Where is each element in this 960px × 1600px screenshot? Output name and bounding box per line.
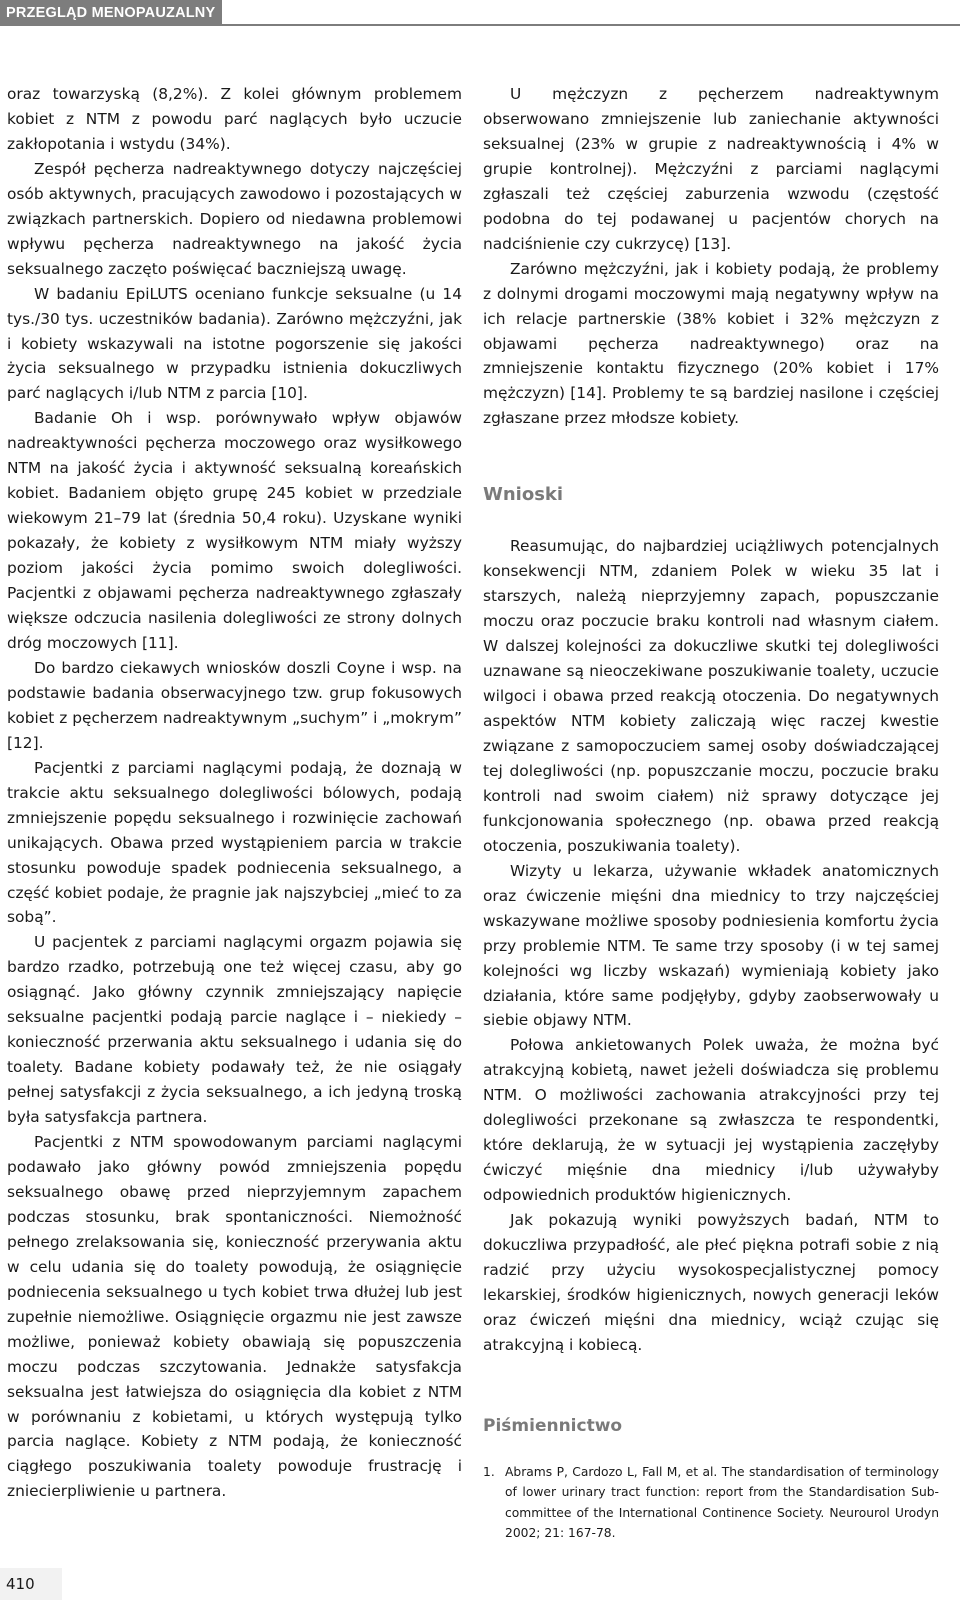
body-paragraph: Do bardzo ciekawych wniosków doszli Coyne i wsp. na podstawie badania obserwacyjnego tzw. grup fokusowych kobiet z pęcherzem nadreaktywnym „suchym” i „mokrym” [12]. [7,658,462,752]
body-paragraph: U mężczyzn z pęcherzem nadreaktywnym obserwowano zmniejszenie lub zaniechanie aktywności seksualnej (23% w grupie z nadreaktywnością i 4% w grupie kontrolnej). Mężczyźni z parciami naglącymi zgłaszali też częściej zaburzenia wzwodu (częstość podobna do tej podawanej u pacjentów chorych na nadciśnienie czy cukrzycę) [13]. [483,85,939,253]
reference-list [483,1462,939,1544]
header-rule [222,24,960,26]
body-paragraph: Pacjentki z parciami naglącymi podają, że doznają w trakcie aktu seksualnego dolegliwości bólowych, podają zmniejszenie popędu seksualnego i rozwinięcie zachowań unikających. Obawa przed wystąpieniem parcia w trakcie stosunku powoduje spadek podniecenia seksualnego, a część kobiet podaje, że pragnie jak najszybciej „mieć to za sobą”. [7,758,462,927]
body-paragraph: Badanie Oh i wsp. porównywało wpływ objawów nadreaktywności pęcherza moczowego oraz wysiłkowego NTM na jakość życia i aktywność seksualną koreańskich kobiet. Badaniem objęto grupę 245 kobiet w przedziale wiekowym 21–79 lat (średnia 50,4 roku). Uzyskane wyniki pokazały, że kobiety z wysiłkowym NTM miały wyższy poziom jakości życia pomimo swoich dolegliwości. Pacjentki z objawami pęcherza nadreaktywnego zgłaszały większe odczucia nasilenia dolegliwości ze strony dolnych dróg moczowych [11]. [7,409,462,652]
body-paragraph: U pacjentek z parciami naglącymi orgazm pojawia się bardzo rzadko, potrzebują one też więcej czasu, aby go osiągnąć. Jako główny czynnik zmniejszający napięcie seksualne pacjentki podają parcie naglące i – niekiedy – konieczność przerwania aktu seksualnego i udania się do toalety. Badane kobiety podawały też, że nie osiągały pełnej satysfakcji z życia seksualnego, a ich jedyną troską była satysfakcja partnera. [7,933,462,1127]
references-heading: Piśmiennictwo [483,1415,623,1436]
body-paragraph: Pacjentki z NTM spowodowanym parciami naglącymi podawało jako główny powód zmniejszenia popędu seksualnego obawę przed nieprzyjemnym zapachem podczas stosunku, brak spontaniczności. Niemożność pełnego zrelaksowania się, konieczność przerywania aktu w celu udania się do toalety powodują, że osiągnięcie podniecenia seksualnego u tych kobiet trwa dłużej lub jest zupełnie niemożliwe. Osiągnięcie orgazmu nie jest zawsze możliwe, ponieważ kobiety obawiają się popuszczenia moczu podczas szczytowania. Jednakże satysfakcja seksualna jest łatwiejsza do osiągnięcia dla kobiet z NTM w porównaniu z kobietami, u których występują tylko parcia naglące. Kobiety z NTM podają, że konieczność ciągłego poszukiwania toalety powoduje frustrację i zniecierpliwienie u partnera. [7,1133,462,1501]
reference-number: 1. [483,1464,495,1479]
right-column [483,82,939,1544]
conclusions-paragraph: Reasumując, do najbardziej uciążliwych potencjalnych konsekwencji NTM, zdaniem Polek w wieku 35 lat i starszych, należą nieprzyjemny zapach, popuszczanie moczu oraz poczucie braku kontroli nad własnym ciałem. W dalszej kolejności za dokuczliwe skutki tej dolegliwości uznawane są nieoczekiwane poszukiwanie toalety, uczucie wilgoci i obawa przed reakcją otoczenia. Do negatywnych aspektów NTM kobiety zaliczają więc raczej kwestie związane z samopoczuciem samej osoby doświadczającej tej dolegliwości (np. popuszczanie moczu, poczucie braku kontroli nad swoim ciałem) niż sprawy dotyczące jej funkcjonowania społecznego (np. obawa przed reakcją otoczenia, poszukiwania toalety). [483,537,939,855]
conclusions-paragraph: Jak pokazują wyniki powyższych badań, NTM to dokuczliwa przypadłość, ale płeć piękna potrafi sobie z nią radzić przy użyciu wysokospecjalistycznej pomocy lekarskiej, środków higienicznych, nowych generacji leków oraz ćwiczeń mięśni dna miednicy, wciąż czując się atrakcyjną i kobiecą. [483,1211,939,1354]
page-number: 410 [0,1568,62,1600]
journal-header [0,0,960,47]
body-paragraph: Zespół pęcherza nadreaktywnego dotyczy najczęściej osób aktywnych, pracujących zawodowo i pozostających w związkach partnerskich. Dopiero od niedawna problemowi wpływu pęcherza nadreaktywnego na jakość życia seksualnego zaczęto poświęcać baczniejszą uwagę. [7,159,462,278]
left-column [7,82,462,1504]
reference-text: Abrams P, Cardozo L, Fall M, et al. The standardisation of terminology of lower urinary tract function: report from the Standardisation Sub-committee of the International Continence Society. Neurourol Urodyn 2002; 21: 167-78. [505,1464,939,1541]
conclusions-heading: Wnioski [483,484,564,506]
body-paragraph: oraz towarzyską (8,2%). Z kolei głównym problemem kobiet z NTM z powodu parć naglących było uczucie zakłopotania i wstydu (34%). [7,85,462,153]
conclusions-paragraph: Połowa ankietowanych Polek uważa, że można być atrakcyjną kobietą, nawet jeżeli doświadcza się problemu NTM. O możliwości zachowania atrakcyjności przy tej dolegliwości przekonane są zwłaszcza te respondentki, które deklarują, że w sytuacji jej wystąpienia zaczęłyby ćwiczyć mięśnie dna miednicy i/lub używałyby odpowiednich produktów higienicznych. [483,1036,939,1205]
body-paragraph: Zarówno mężczyźni, jak i kobiety podają, że problemy z dolnymi drogami moczowymi mają negatywny wpływ na ich relacje partnerskie (38% kobiet i 32% mężczyzn z objawami pęcherza nadreaktywnego) oraz na zmniejszenie kontaktu fizycznego (20% kobiet i 17% mężczyzn) [14]. Problemy te są bardziej nasilone i częściej zgłaszane przez młodsze kobiety. [483,259,939,428]
body-paragraph: W badaniu EpiLUTS oceniano funkcje seksualne (u 14 tys./30 tys. uczestników badania). Zarówno mężczyźni, jak i kobiety wskazywali na istotne pogorszenie się jakości życia seksualnego w przypadku istnienia dokuczliwych parć naglących i/lub NTM z parcia [10]. [7,284,462,403]
reference-item [483,1462,939,1544]
journal-title: PRZEGLĄD MENOPAUZALNY 5/2011 [0,0,222,26]
conclusions-paragraph: Wizyty u lekarza, używanie wkładek anatomicznych oraz ćwiczenie mięśni dna miednicy to trzy najczęściej wskazywane możliwe sposoby podniesienia komfortu życia przy problemie NTM. Te same trzy sposoby (i w tej samej kolejności wg liczby wskazań) wymieniają kobiety jako działania, które same podjęłyby, gdyby zaobserwowały u siebie objawy NTM. [483,861,939,1030]
